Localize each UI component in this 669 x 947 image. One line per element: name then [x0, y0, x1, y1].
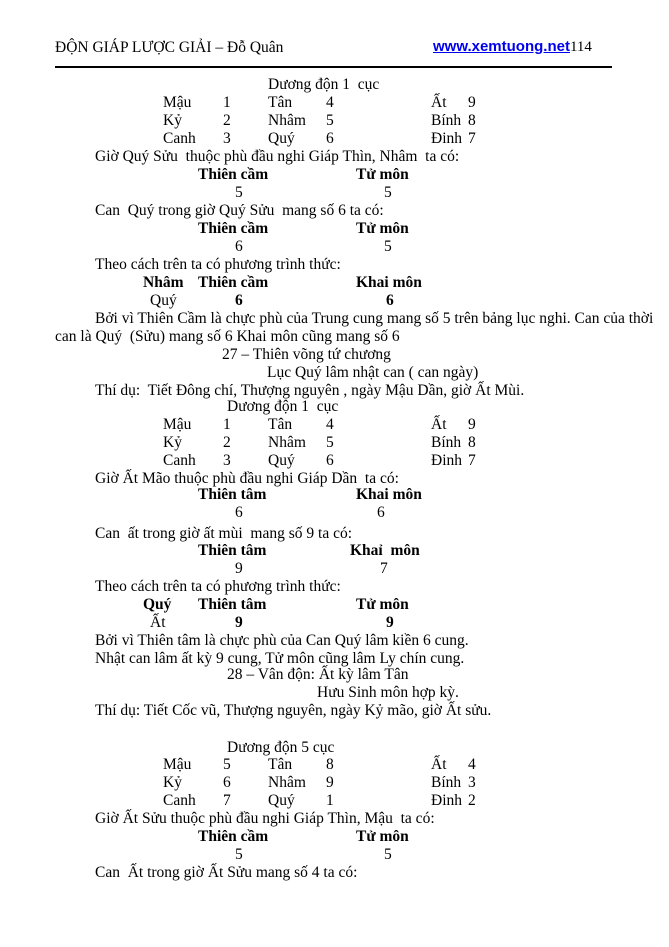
can-number: 9 — [326, 774, 334, 791]
star-gate-values — [0, 847, 669, 863]
star-number: 9 — [235, 560, 243, 577]
gate-name: Tử môn — [356, 828, 409, 845]
can-label: Đinh — [431, 130, 462, 147]
paragraph: Nhật can lâm ất kỳ 9 cung, Tử môn cũng lâm Ly chín cung. — [95, 650, 465, 667]
can-label: Mậu — [163, 94, 192, 111]
can-number: 1 — [223, 416, 231, 433]
eq-star: Thiên tâm — [198, 596, 267, 613]
paragraph: Can Quý trong giờ Quý Sửu mang số 6 ta có: — [95, 202, 384, 219]
can-number: 8 — [468, 112, 476, 129]
can-label: Nhâm — [268, 434, 306, 451]
can-label: Đinh — [431, 792, 462, 809]
paragraph: Giờ Ất Sửu thuộc phù đầu nghi Giáp Thìn, Mậu ta có: — [95, 810, 435, 827]
paragraph: Theo cách trên ta có phương trình thức: — [95, 578, 341, 595]
can-number: 8 — [468, 434, 476, 451]
section-subheading-text: Lục Quý lâm nhật can ( can ngày) — [267, 364, 479, 381]
equation-values — [0, 615, 669, 631]
header-right — [433, 38, 592, 56]
header-divider — [55, 66, 612, 68]
section-subheading — [0, 365, 669, 381]
can-label: Canh — [163, 130, 196, 147]
star-name: Thiên tâm — [198, 486, 267, 503]
can-number: 9 — [468, 416, 476, 433]
paragraph: Theo cách trên ta có phương trình thức: — [95, 256, 341, 273]
equation-header — [0, 275, 669, 291]
table-row — [0, 131, 669, 147]
star-name: Thiên cầm — [198, 828, 269, 845]
cuc-title-text: Dương độn 1 cục — [268, 76, 380, 93]
section-heading — [0, 667, 669, 683]
can-label: Bính — [431, 774, 462, 791]
star-gate-values — [0, 185, 669, 201]
can-number: 5 — [326, 434, 334, 451]
can-number: 5 — [223, 756, 231, 773]
star-gate-values — [0, 561, 669, 577]
can-label: Quý — [268, 792, 295, 809]
can-number: 5 — [326, 112, 334, 129]
table-row — [0, 453, 669, 469]
can-label: Canh — [163, 452, 196, 469]
page-number: 114 — [569, 39, 592, 55]
can-number: 2 — [468, 792, 476, 809]
star-name: Thiên cầm — [198, 166, 269, 183]
paragraph: Can ất trong giờ ất mùi mang số 9 ta có: — [95, 525, 353, 542]
gate-name: Tử môn — [356, 220, 409, 237]
eq-can-value: Quý — [150, 292, 177, 309]
star-gate-header — [0, 221, 669, 237]
star-name: Thiên cầm — [198, 220, 269, 237]
gate-number: 5 — [384, 238, 392, 255]
can-label: Nhâm — [268, 774, 306, 791]
can-number: 1 — [326, 792, 334, 809]
can-number: 2 — [223, 434, 231, 451]
table-row — [0, 95, 669, 111]
eq-star-value: 9 — [235, 614, 243, 631]
paragraph: Thí dụ: Tiết Đông chí, Thượng nguyên , ngày Mậu Dần, giờ Ất Mùi. — [95, 382, 525, 399]
table-row — [0, 757, 669, 773]
star-number: 6 — [235, 504, 243, 521]
gate-number: 5 — [384, 846, 392, 863]
can-label: Tân — [268, 756, 293, 773]
cuc-title — [0, 77, 669, 93]
can-number: 4 — [468, 756, 476, 773]
can-number: 3 — [223, 452, 231, 469]
can-label: Quý — [268, 452, 295, 469]
star-gate-values — [0, 505, 669, 521]
eq-can-value: Ất — [150, 614, 166, 631]
cuc-title — [0, 740, 669, 756]
gate-number: 7 — [380, 560, 388, 577]
paragraph: Bởi vì Thiên Cầm là chực phù của Trung cung mang số 5 trên bảng lục nghi. Can của thời — [95, 310, 654, 327]
star-gate-header — [0, 167, 669, 183]
star-gate-header — [0, 487, 669, 503]
eq-gate: Khai môn — [356, 274, 422, 291]
can-label: Mậu — [163, 756, 192, 773]
table-row — [0, 435, 669, 451]
star-gate-values — [0, 239, 669, 255]
can-label: Kỷ — [163, 774, 182, 791]
can-number: 3 — [468, 774, 476, 791]
can-number: 7 — [468, 452, 476, 469]
can-label: Quý — [268, 130, 295, 147]
eq-star-value: 6 — [235, 292, 243, 309]
section-heading — [0, 347, 669, 363]
can-number: 4 — [326, 416, 334, 433]
eq-star: Thiên cầm — [198, 274, 269, 291]
can-label: Tân — [268, 416, 293, 433]
cuc-title — [0, 399, 669, 415]
cuc-title-text: Dương độn 1 cục — [227, 398, 339, 415]
equation-header — [0, 597, 669, 613]
can-label: Ất — [431, 416, 447, 433]
can-number: 1 — [223, 94, 231, 111]
paragraph: Giờ Ất Mão thuộc phù đầu nghi Giáp Dần ta có: — [95, 470, 399, 487]
can-label: Ất — [431, 94, 447, 111]
star-number: 5 — [235, 184, 243, 201]
can-number: 8 — [326, 756, 334, 773]
paragraph: Bởi vì Thiên tâm là chực phù của Can Quý lâm kiền 6 cung. — [95, 632, 469, 649]
star-number: 6 — [235, 238, 243, 255]
can-number: 7 — [223, 792, 231, 809]
eq-gate-value: 6 — [386, 292, 394, 309]
section-heading-text: 28 – Vân độn: Ất kỳ lâm Tân — [227, 666, 409, 683]
paragraph: Giờ Quý Sửu thuộc phù đầu nghi Giáp Thìn, Nhâm ta có: — [95, 148, 460, 165]
star-gate-header — [0, 829, 669, 845]
gate-name: Khaỉ môn — [350, 542, 420, 559]
gate-number: 6 — [377, 504, 385, 521]
gate-name: Tử môn — [356, 166, 409, 183]
can-label: Ất — [431, 756, 447, 773]
eq-can: Nhâm — [143, 274, 184, 291]
table-row — [0, 113, 669, 129]
can-number: 9 — [468, 94, 476, 111]
website-link[interactable]: www.xemtuong.net — [433, 38, 570, 55]
table-row — [0, 417, 669, 433]
can-label: Bính — [431, 434, 462, 451]
eq-can: Quý — [143, 596, 172, 613]
paragraph: Thí dụ: Tiết Cốc vũ, Thượng nguyên, ngày Kỷ mão, giờ Ất sửu. — [95, 702, 492, 719]
can-number: 7 — [468, 130, 476, 147]
cuc-title-text: Dương độn 5 cục — [227, 739, 335, 756]
section-subheading — [0, 685, 669, 701]
can-label: Tân — [268, 94, 293, 111]
gate-name: Khai môn — [356, 486, 422, 503]
section-heading-text: 27 – Thiên võng tứ chương — [222, 346, 391, 363]
can-label: Đinh — [431, 452, 462, 469]
can-label: Canh — [163, 792, 196, 809]
can-number: 6 — [326, 130, 334, 147]
star-gate-header — [0, 543, 669, 559]
table-row — [0, 775, 669, 791]
star-number: 5 — [235, 846, 243, 863]
equation-values — [0, 293, 669, 309]
table-row — [0, 793, 669, 809]
can-number: 3 — [223, 130, 231, 147]
document-header-title: ĐỘN GIÁP LƯỢC GIẢI – Đỗ Quân — [55, 39, 284, 56]
can-label: Kỷ — [163, 434, 182, 451]
can-label: Bính — [431, 112, 462, 129]
star-name: Thiên tâm — [198, 542, 267, 559]
gate-number: 5 — [384, 184, 392, 201]
eq-gate: Tử môn — [356, 596, 409, 613]
paragraph: Can Ất trong giờ Ất Sửu mang số 4 ta có: — [95, 864, 358, 881]
paragraph: can là Quý (Sửu) mang số 6 Khai môn cũng mang số 6 — [55, 328, 400, 345]
can-label: Kỷ — [163, 112, 182, 129]
can-number: 2 — [223, 112, 231, 129]
can-number: 6 — [223, 774, 231, 791]
can-label: Nhâm — [268, 112, 306, 129]
can-number: 6 — [326, 452, 334, 469]
can-number: 4 — [326, 94, 334, 111]
section-subheading-text: Hưu Sinh môn hợp kỳ. — [317, 684, 459, 701]
can-label: Mậu — [163, 416, 192, 433]
eq-gate-value: 9 — [386, 614, 394, 631]
